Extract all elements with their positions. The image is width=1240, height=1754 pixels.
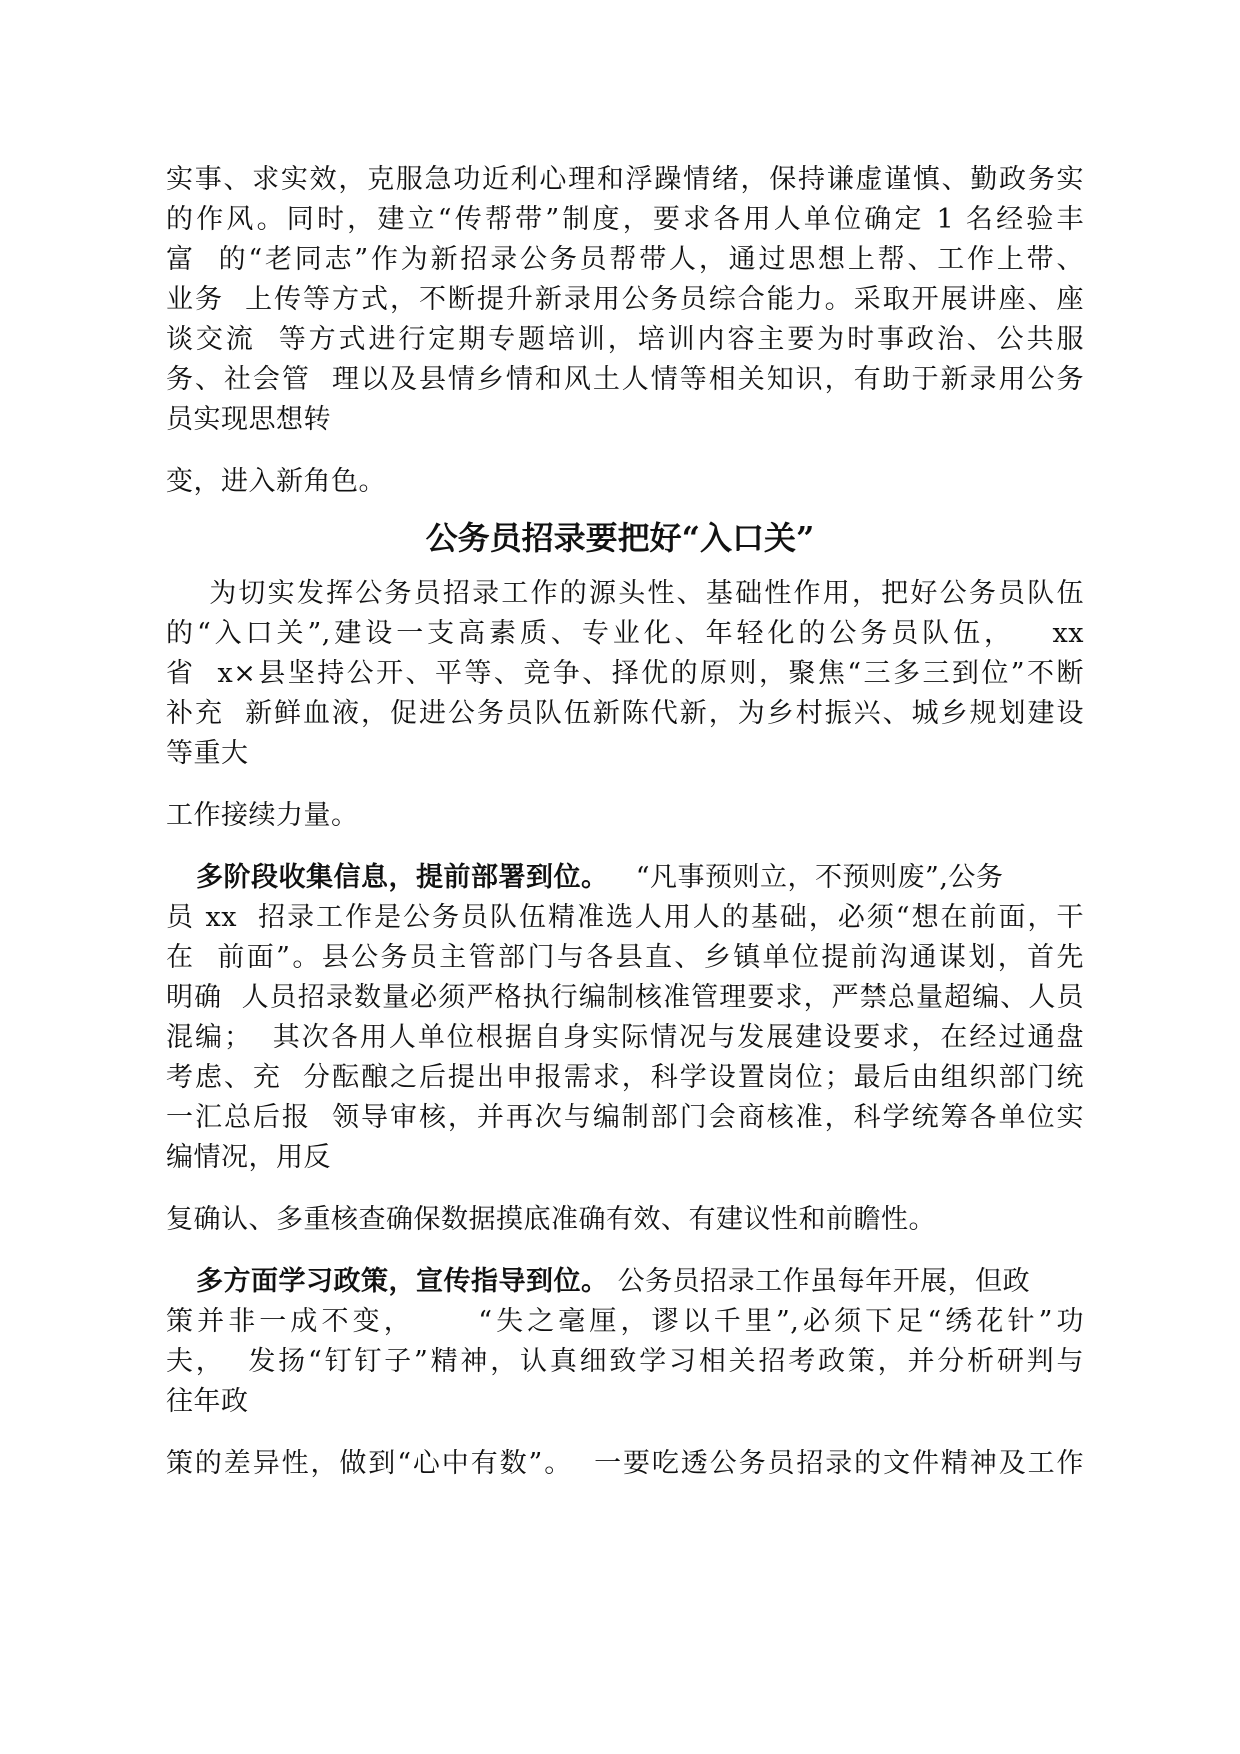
paragraph-line: 工作接续力量。 bbox=[166, 800, 359, 831]
paragraph-first-line bbox=[166, 858, 1084, 898]
paragraph-line: 务、社会管 理以及县情乡情和风土人情等相关知识，有助于新录用公务 bbox=[166, 364, 1084, 395]
paragraph-line: 明确 人员招录数量必须严格执行编制核准管理要求，严禁总量超编、人员 bbox=[166, 982, 1084, 1013]
paragraph-line: 编情况，用反 bbox=[166, 1142, 331, 1173]
paragraph-line: 在 前面”。县公务员主管部门与各县直、乡镇单位提前沟通谋划，首先 bbox=[166, 942, 1084, 973]
paragraph-line: 往年政 bbox=[166, 1386, 249, 1417]
paragraph-lead-bold: 多阶段收集信息，提前部署到位。 bbox=[196, 862, 609, 893]
paragraph-line: 为切实发挥公务员招录工作的源头性、基础性作用，把好公务员队伍 bbox=[166, 578, 1084, 609]
paragraph-line: 混编； 其次各用人单位根据自身实际情况与发展建设要求，在经过通盘 bbox=[166, 1022, 1084, 1053]
paragraph-line: 等重大 bbox=[166, 738, 249, 769]
paragraph-line: 复确认、多重核查确保数据摸底准确有效、有建议性和前瞻性。 bbox=[166, 1204, 936, 1235]
paragraph-line: 考虑、充 分酝酿之后提出申报需求，科学设置岗位；最后由组织部门统 bbox=[166, 1062, 1084, 1093]
section-heading: 公务员招录要把好“入口关” bbox=[425, 519, 815, 557]
paragraph-line: 策并非一成不变， “失之毫厘，谬以千里”,必须下足“绣花针”功 bbox=[166, 1306, 1084, 1337]
paragraph-line: 员实现思想转 bbox=[166, 404, 331, 435]
paragraph-line: 业务 上传等方式，不断提升新录用公务员综合能力。采取开展讲座、座 bbox=[166, 284, 1084, 315]
paragraph-line: 实事、求实效，克服急功近利心理和浮躁情绪，保持谦虚谨慎、勤政务实 bbox=[166, 164, 1084, 195]
paragraph-lead-rest: “凡事预则立，不预则废”,公务 bbox=[608, 862, 1004, 893]
paragraph-line: 谈交流 等方式进行定期专题培训，培训内容主要为时事政治、公共服 bbox=[166, 324, 1084, 355]
paragraph-line: 一汇总后报 领导审核，并再次与编制部门会商核准，科学统筹各单位实 bbox=[166, 1102, 1084, 1133]
paragraph-line: 的“入口关”,建设一支高素质、专业化、年轻化的公务员队伍， xx bbox=[166, 618, 1084, 649]
paragraph-line: 变，进入新角色。 bbox=[166, 466, 386, 497]
paragraph-line: 的作风。同时，建立“传帮带”制度，要求各用人单位确定 1 名经验丰 bbox=[166, 204, 1084, 235]
paragraph-line: 策的差异性，做到“心中有数”。 一要吃透公务员招录的文件精神及工作 bbox=[166, 1448, 1084, 1479]
paragraph-line: 省 x×县坚持公开、平等、竞争、择优的原则，聚焦“三多三到位”不断 bbox=[166, 658, 1084, 689]
paragraph-lead-rest: 公务员招录工作虽每年开展，但政 bbox=[608, 1266, 1031, 1297]
paragraph-line: 夫， 发扬“钉钉子”精神，认真细致学习相关招考政策，并分析研判与 bbox=[166, 1346, 1084, 1377]
paragraph-first-line bbox=[166, 1262, 1084, 1302]
paragraph-lead-bold: 多方面学习政策，宣传指导到位。 bbox=[196, 1266, 609, 1297]
paragraph-line: 补充 新鲜血液，促进公务员队伍新陈代新，为乡村振兴、城乡规划建设 bbox=[166, 698, 1084, 729]
paragraph-line: 富 的“老同志”作为新招录公务员帮带人，通过思想上帮、工作上带、 bbox=[166, 244, 1084, 275]
paragraph-line: 员 xx 招录工作是公务员队伍精准选人用人的基础，必须“想在前面，干 bbox=[166, 902, 1084, 933]
